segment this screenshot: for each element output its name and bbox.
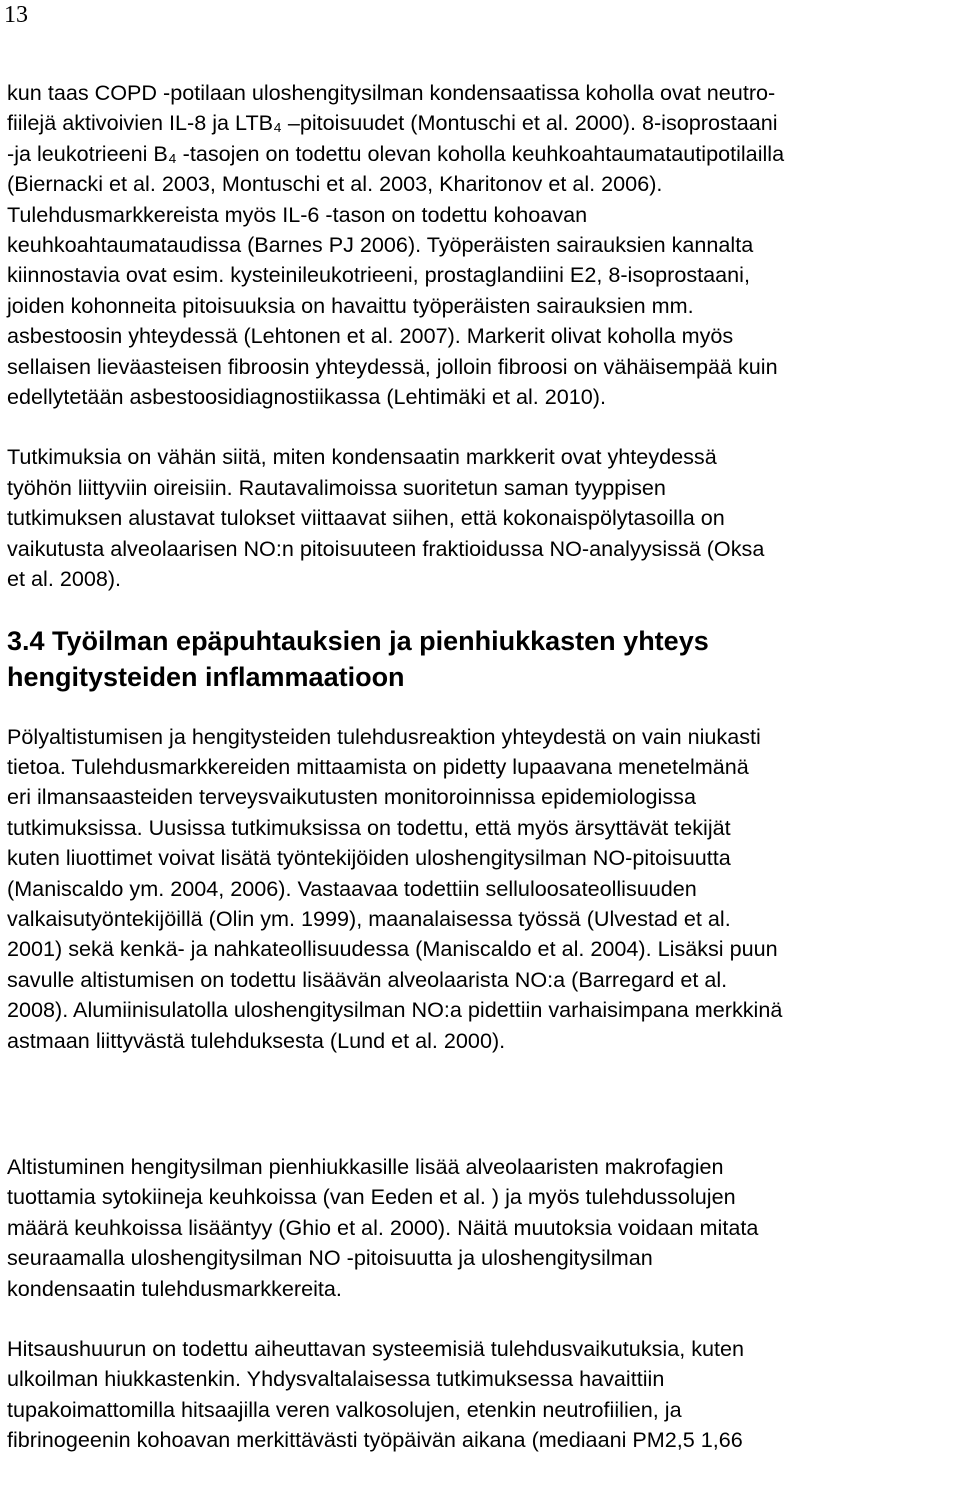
text-line: savulle altistumisen on todettu lisäävän alveolaarista NO:a (Barregard et al. (7, 966, 728, 992)
text-line: kondensaatin tulehdusmarkkereita. (7, 1275, 342, 1301)
paragraph-welding-fume (7, 1334, 957, 1456)
text-line: ulkoilman hiukkastenkin. Yhdysvaltalaisessa tutkimuksessa havaittiin (7, 1366, 665, 1392)
text-line: vaikutusta alveolaarisen NO:n pitoisuuteen fraktioidussa NO-analyysissä (Oksa (7, 535, 765, 561)
document-body (7, 78, 957, 1456)
text-line: astmaan liittyvästä tulehduksesta (Lund et al. 2000). (7, 1027, 506, 1053)
text-line: työhön liittyviin oireisiin. Rautavalimoissa suoritetun saman tyyppisen (7, 474, 666, 500)
heading-line: hengitysteiden inflammaatioon (7, 661, 405, 692)
text-line: et al. 2008). (7, 566, 122, 592)
heading-line: 3.4 Työilman epäpuhtauksien ja pienhiukkasten yhteys (7, 625, 709, 656)
text-line: kuten liuottimet voivat lisätä työntekijöiden uloshengitysilman NO-pitoisuutta (7, 845, 731, 871)
text-line: tupakoimattomilla hitsaajilla veren valkosolujen, etenkin neutrofiilien, ja (7, 1396, 682, 1422)
text-line: Hitsaushuurun on todettu aiheuttavan systeemisiä tulehdusvaikutuksia, kuten (7, 1336, 745, 1361)
text-line: 2008). Alumiinisulatolla uloshengitysilman NO:a pidettiin varhaisimpana merkkinä (7, 997, 783, 1023)
text-line: 2001) sekä kenkä- ja nahkateollisuudessa (Maniscaldo et al. 2004). Lisäksi puun (7, 936, 778, 962)
paragraph-dust-exposure (7, 722, 957, 1056)
text-line: määrä keuhkoissa lisääntyy (Ghio et al. 2000). Näitä muutoksia voidaan mitata (7, 1214, 759, 1240)
text-line: kun taas COPD -potilaan uloshengitysilman kondensaatissa koholla ovat neutro- (7, 80, 776, 105)
section-heading (7, 623, 957, 695)
text-line: joiden kohonneita pitoisuuksia on havaittu työperäisten sairauksien mm. (7, 292, 694, 318)
text-line: tutkimuksen alustavat tulokset viittaavat siihen, että kokonaispölytasoilla on (7, 505, 725, 531)
text-line: Altistuminen hengitysilman pienhiukkasille lisää alveolaaristen makrofagien (7, 1153, 724, 1179)
text-line: -ja leukotrieeni B₄ -tasojen on todettu olevan koholla keuhkoahtaumatautipotilailla (7, 140, 785, 166)
text-line: valkaisutyöntekijöillä (Olin ym. 1999), maanalaisessa työssä (Ulvestad et al. (7, 905, 731, 931)
text-line: keuhkoahtaumataudissa (Barnes PJ 2006). Työperäisten sairauksien kannalta (7, 232, 754, 258)
page-number: 13 (4, 2, 28, 28)
paragraph-fine-particles (7, 1152, 957, 1304)
text-line: tietoa. Tulehdusmarkkereiden mittaamista on pidetty lupaavana menetelmänä (7, 753, 749, 779)
text-line: eri ilmansaasteiden terveysvaikutusten monitoroinnissa epidemiologissa (7, 784, 696, 810)
paragraph-copd-markers (7, 78, 957, 412)
text-line: Tulehdusmarkkereista myös IL-6 -tason on todettu kohoavan (7, 201, 588, 227)
text-line: edellytetään asbestoosidiagnostiikassa (Lehtimäki et al. 2010). (7, 384, 606, 410)
paragraph-foundry-study (7, 442, 957, 594)
text-line: kiinnostavia ovat esim. kysteinileukotrieeni, prostaglandiini E2, 8-isoprostaani, (7, 262, 750, 288)
text-line: asbestoosin yhteydessä (Lehtonen et al. 2007). Markerit olivat koholla myös (7, 323, 734, 349)
text-line: Pölyaltistumisen ja hengitysteiden tulehdusreaktion yhteydestä on vain niukasti (7, 723, 761, 749)
text-line: tutkimuksissa. Uusissa tutkimuksissa on todettu, että myös ärsyttävät tekijät (7, 814, 731, 840)
text-line: Tutkimuksia on vähän siitä, miten kondensaatin markkerit ovat yhteydessä (7, 444, 717, 470)
text-line: fiilejä aktivoivien IL-8 ja LTB₄ –pitoisuudet (Montuschi et al. 2000). 8-isoprostaani (7, 110, 778, 136)
text-line: fibrinogeenin kohoavan merkittävästi työpäivän aikana (mediaani PM2,5 1,66 (7, 1427, 743, 1453)
text-line: (Maniscaldo ym. 2004, 2006). Vastaavaa todettiin selluloosateollisuuden (7, 875, 697, 901)
text-line: tuottamia sytokiineja keuhkoissa (van Eeden et al. ) ja myös tulehdussolujen (7, 1184, 736, 1210)
text-line: sellaisen lieväasteisen fibroosin yhteydessä, jolloin fibroosi on vähäisempää kuin (7, 353, 778, 379)
text-line: (Biernacki et al. 2003, Montuschi et al. 2003, Kharitonov et al. 2006). (7, 171, 663, 197)
text-line: seuraamalla uloshengitysilman NO -pitoisuutta ja uloshengitysilman (7, 1245, 653, 1271)
